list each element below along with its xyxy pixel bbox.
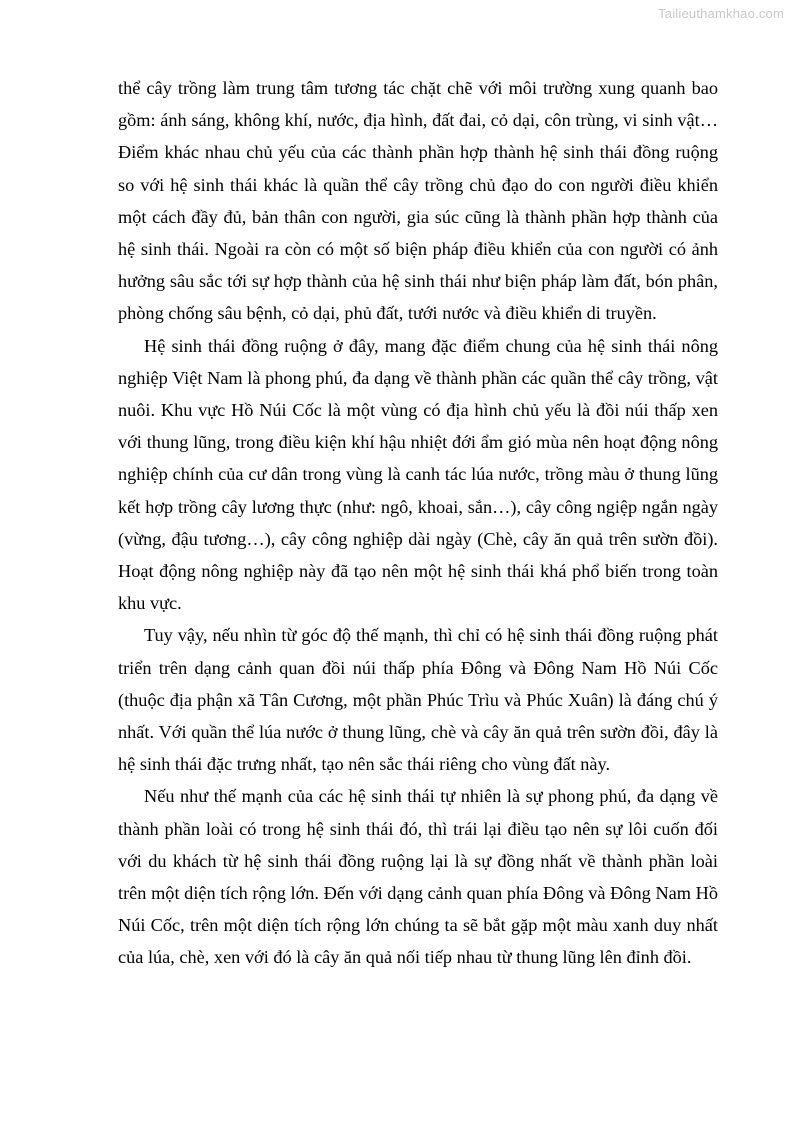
document-body [118,72,718,974]
paragraph-4: Nếu như thế mạnh của các hệ sinh thái tự nhiên là sự phong phú, đa dạng về thành phần loài có trong hệ sinh thái đó, thì trái lại điều tạo nên sự lôi cuốn đối với du khách từ hệ sinh thái đồng ruộng lại là sự đồng nhất về thành phần loài trên một diện tích rộng lớn. Đến với dạng cảnh quan phía Đông và Đông Nam Hồ Núi Cốc, trên một diện tích rộng lớn chúng ta sẽ bắt gặp một màu xanh duy nhất của lúa, chè, xen với đó là cây ăn quả nối tiếp nhau từ thung lũng lên đỉnh đồi. [118,786,718,968]
paragraph-2: Hệ sinh thái đồng ruộng ở đây, mang đặc điểm chung của hệ sinh thái nông nghiệp Việt Nam là phong phú, đa dạng về thành phần các quần thể cây trồng, vật nuôi. Khu vực Hồ Núi Cốc là một vùng có địa hình chủ yếu là đồi núi thấp xen với thung lũng, trong điều kiện khí hậu nhiệt đới ẩm gió mùa nên hoạt động nông nghiệp chính của cư dân trong vùng là canh tác lúa nước, trồng màu ở thung lũng kết hợp trồng cây lương thực (như: ngô, khoai, sắn…), cây công ngiệp ngắn ngày (vừng, đậu tương…), cây công nghiệp dài ngày (Chè, cây ăn quả trên sườn đồi). Hoạt động nông nghiệp này đã tạo nên một hệ sinh thái khá phổ biến trong toàn khu vực. [118,335,718,614]
paragraph-3: Tuy vậy, nếu nhìn từ góc độ thế mạnh, thì chỉ có hệ sinh thái đồng ruộng phát triển trên dạng cảnh quan đồi núi thấp phía Đông và Đông Nam Hồ Núi Cốc (thuộc địa phận xã Tân Cương, một phần Phúc Trìu và Phúc Xuân) là đáng chú ý nhất. Với quần thể lúa nước ở thung lũng, chè và cây ăn quả trên sườn đồi, đây là hệ sinh thái đặc trưng nhất, tạo nên sắc thái riêng cho vùng đất này. [118,625,718,775]
watermark: Tailieuthamkhao.com [658,6,784,21]
paragraph-1: thể cây trồng làm trung tâm tương tác chặt chẽ với môi trường xung quanh bao gồm: ánh sáng, không khí, nước, địa hình, đất đai, cỏ dại, côn trùng, vi sinh vật…Điểm khác nhau chủ yếu của các thành phần hợp thành hệ sinh thái đồng ruộng so với hệ sinh thái khác là quần thể cây trồng chủ đạo do con người điều khiển một cách đầy đủ, bản thân con người, gia súc cũng là thành phần hợp thành của hệ sinh thái. Ngoài ra còn có một số biện pháp điều khiển của con người có ảnh hưởng sâu sắc tới sự hợp thành của hệ sinh thái như biện pháp làm đất, bón phân, phòng chống sâu bệnh, cỏ dại, phủ đất, tưới nước và điều khiển di truyền. [118,78,718,324]
